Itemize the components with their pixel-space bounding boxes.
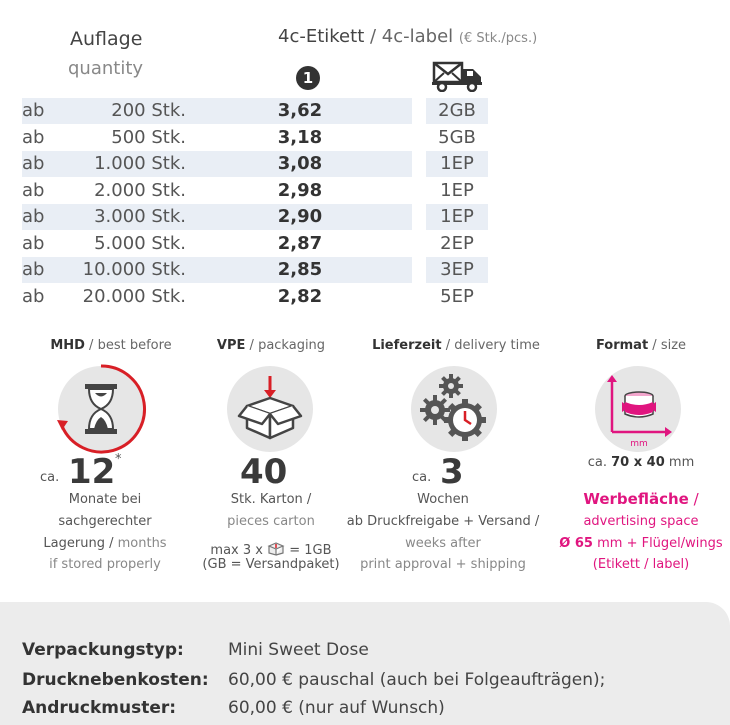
mhd-line1: Monate bei: [68, 492, 142, 507]
row-ab: ab: [22, 100, 45, 121]
vpe-title: VPE / packaging: [216, 338, 326, 353]
row-shipping: 1EP: [440, 179, 474, 201]
row-price: 3,62: [277, 100, 323, 121]
detail-value-0: Mini Sweet Dose: [228, 640, 369, 660]
row-quantity: 1.000 Stk.: [94, 153, 186, 174]
format-size: [566, 455, 716, 470]
price-header-de: 4c-Etikett: [278, 26, 365, 47]
vpe-line3: [186, 542, 356, 558]
row-quantity: 5.000 Stk.: [94, 232, 186, 254]
format-label-note: (Etikett / label): [592, 557, 690, 572]
row-price: 2,82: [277, 285, 323, 307]
lieferzeit-value: 3: [440, 452, 464, 492]
small-box-icon: [267, 542, 285, 556]
box-icon: [227, 366, 313, 452]
lieferzeit-line2: ab Druckfreigabe + Versand /: [346, 514, 540, 529]
format-diameter-value: Ø 65: [559, 536, 593, 551]
format-size-value: 70 x 40: [611, 455, 665, 470]
row-price: 2,98: [277, 179, 323, 201]
format-title-en: size: [660, 338, 687, 353]
vpe-line1: Stk. Karton /: [230, 492, 312, 507]
row-price: 2,85: [277, 259, 323, 280]
row-shipping: 2GB: [438, 100, 476, 121]
vpe-icon-circle: [227, 366, 313, 452]
vpe-value: 40: [240, 452, 288, 492]
row-price: 3,18: [277, 126, 323, 148]
format-title: Format / size: [595, 338, 687, 353]
format-icon-circle: [595, 366, 681, 452]
vpe-title-en: packaging: [258, 338, 326, 353]
mhd-line3: Lagerung / months: [43, 536, 167, 551]
row-quantity: 20.000 Stk.: [82, 285, 186, 307]
details-panel: [0, 602, 730, 725]
row-quantity: 500 Stk.: [111, 126, 186, 148]
row-shipping: 2EP: [440, 232, 474, 254]
mhd-prefix: ca.: [40, 470, 60, 485]
detail-label-0: Verpackungstyp:: [22, 640, 184, 660]
row-price: 3,08: [277, 153, 323, 174]
lieferzeit-title: Lieferzeit / delivery time: [372, 338, 540, 353]
lieferzeit-line3: weeks after: [405, 536, 481, 551]
row-ab: ab: [22, 232, 45, 254]
detail-value-2: 60,00 € (nur auf Wunsch): [228, 698, 445, 718]
vpe-line4: (GB = Versandpaket): [202, 557, 340, 572]
format-ad-de: Werbefläche: [583, 490, 689, 508]
format-title-de: Format: [595, 338, 649, 353]
format-diameter: [551, 536, 730, 551]
vpe-line2: pieces carton: [227, 514, 315, 529]
quantity-header-en: quantity: [68, 58, 144, 79]
mhd-title: MHD / best before: [50, 338, 172, 353]
row-shipping: 1EP: [440, 206, 474, 227]
detail-label-1: Drucknebenkosten:: [22, 670, 209, 690]
lieferzeit-icon-circle: [411, 366, 497, 452]
gears-clock-icon: [411, 366, 497, 452]
format-ad-en: advertising space: [583, 514, 699, 529]
row-shipping: 3EP: [440, 259, 474, 280]
lieferzeit-title-en: delivery time: [454, 338, 540, 353]
mhd-icon-circle: [58, 366, 144, 452]
row-quantity: 3.000 Stk.: [94, 206, 186, 227]
row-ab: ab: [22, 179, 45, 201]
vpe-line3-b: = 1GB: [289, 543, 332, 558]
detail-label-2: Andruckmuster:: [22, 698, 177, 718]
mhd-title-de: MHD: [50, 338, 85, 353]
mhd-line4: if stored properly: [49, 557, 161, 572]
row-ab: ab: [22, 285, 45, 307]
mhd-value: 12: [68, 452, 116, 492]
row-quantity: 10.000 Stk.: [82, 259, 186, 280]
hourglass-icon: [54, 362, 148, 456]
row-shipping: 1EP: [440, 153, 474, 174]
quantity-header-de: Auflage: [70, 28, 143, 50]
format-size-unit: mm: [668, 455, 695, 470]
mhd-asterisk: *: [115, 452, 122, 467]
vpe-title-de: VPE: [216, 338, 246, 353]
truck-mail-icon: [432, 60, 484, 96]
price-header-en: 4c-label: [381, 26, 454, 47]
format-icon-unit: mm: [630, 439, 648, 449]
lieferzeit-prefix: ca.: [412, 470, 432, 485]
detail-value-1: 60,00 € pauschal (auch bei Folgeaufträgen);: [228, 670, 606, 690]
lieferzeit-line1: Wochen: [417, 492, 469, 507]
row-quantity: 200 Stk.: [111, 100, 186, 121]
price-column-number-badge: 1: [296, 66, 320, 90]
row-ab: ab: [22, 259, 45, 280]
row-quantity: 2.000 Stk.: [94, 179, 186, 201]
mhd-line3-en: months: [117, 536, 167, 551]
row-ab: ab: [22, 206, 45, 227]
vpe-line3-a: max 3 x: [210, 543, 263, 558]
format-diameter-rest: mm + Flügel/wings: [597, 536, 723, 551]
format-size-prefix: ca.: [587, 455, 607, 470]
row-ab: ab: [22, 153, 45, 174]
mhd-line3-de: Lagerung: [43, 536, 105, 551]
row-price: 2,90: [277, 206, 323, 227]
mhd-line2: sachgerechter: [58, 514, 152, 529]
format-ad-title: Werbefläche /: [583, 490, 699, 508]
lieferzeit-title-de: Lieferzeit: [372, 338, 442, 353]
label-size-icon: [595, 366, 681, 452]
row-ab: ab: [22, 126, 45, 148]
row-shipping: 5EP: [440, 285, 474, 307]
row-price: 2,87: [277, 232, 323, 254]
price-header: [278, 26, 537, 47]
price-header-sep: /: [369, 26, 377, 47]
lieferzeit-line4: print approval + shipping: [360, 557, 526, 572]
row-shipping: 5GB: [438, 126, 476, 148]
mhd-title-en: best before: [97, 338, 172, 353]
price-header-unit: (€ Stk./pcs.): [458, 31, 538, 46]
